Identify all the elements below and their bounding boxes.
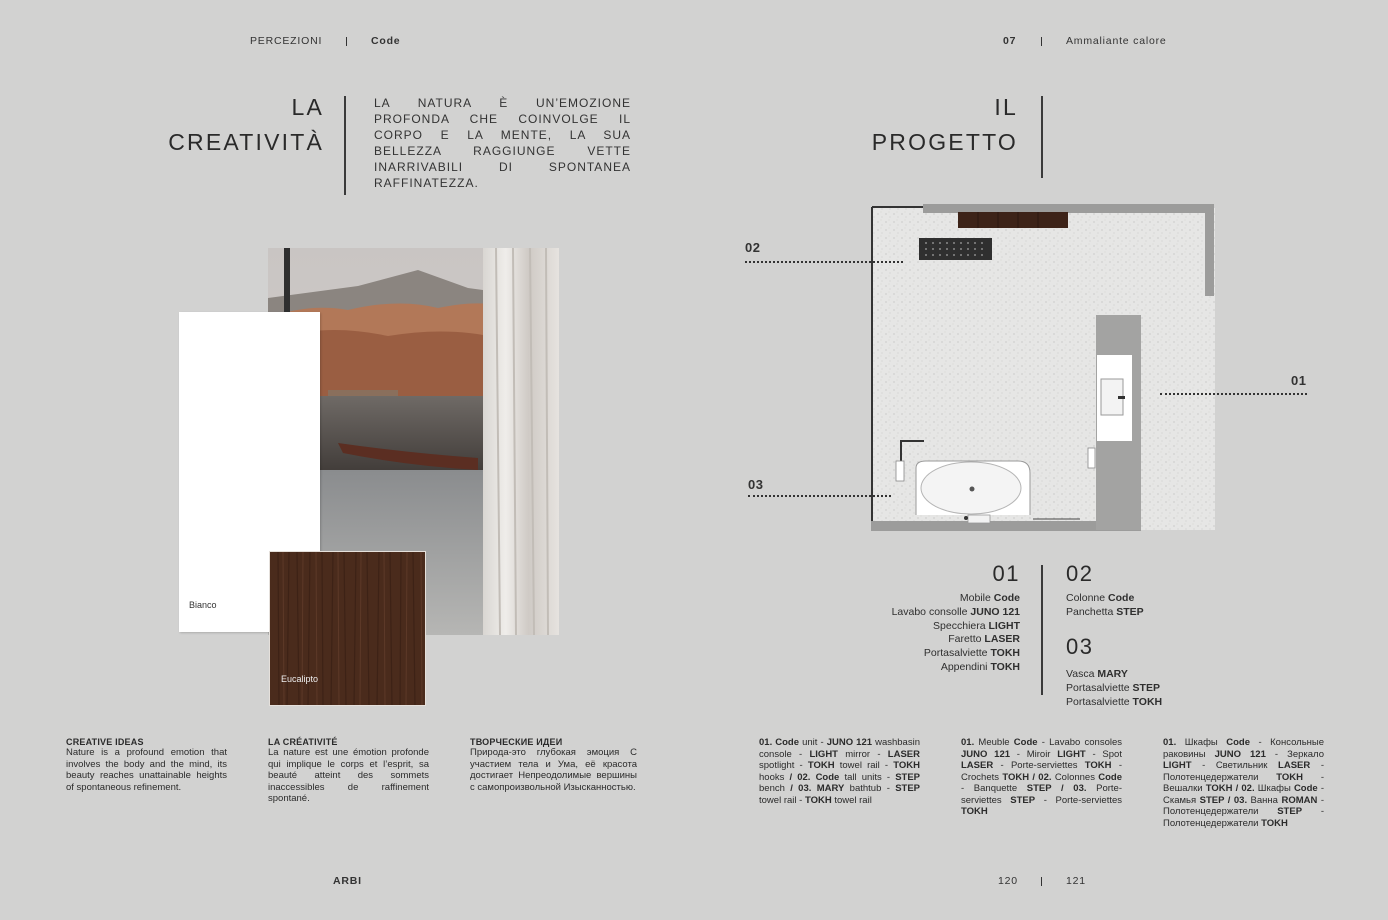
spec-item-label: Mobile: [959, 592, 994, 604]
spec-item-label: Panchetta: [1066, 605, 1117, 618]
right-title-line1: IL: [994, 94, 1018, 120]
spec-item: [892, 620, 1020, 634]
spec-item: [1066, 606, 1144, 620]
spec-02-number: 02: [1066, 561, 1094, 586]
spec-item-label: Portasalviette: [1066, 681, 1133, 694]
description-text: bathtub -: [844, 783, 896, 794]
left-title: [168, 90, 324, 160]
spec-item-product: TOKH: [990, 660, 1020, 673]
description-french: [961, 737, 1122, 818]
description-text: towel rail -: [759, 794, 805, 806]
column-french: [268, 737, 429, 805]
floor-plan: [868, 203, 1220, 536]
swatch-eucalipto-label: Eucalipto: [281, 674, 319, 684]
right-title-line2: PROGETTO: [871, 129, 1018, 155]
spec-item-label: Appendini: [940, 660, 991, 673]
description-text: - Скамья: [1163, 783, 1325, 806]
spec-item: [1066, 592, 1144, 606]
product-name: LASER: [887, 748, 920, 760]
description-text: - Porte-serviettes: [1035, 794, 1123, 806]
description-text: Шкафы: [1176, 737, 1227, 748]
product-name: Code: [1013, 737, 1038, 748]
plan-leader-01: [1160, 393, 1307, 395]
description-text: towel rail: [831, 794, 872, 806]
product-name: STEP / 03.: [1199, 794, 1248, 806]
product-name: STEP: [895, 771, 921, 783]
product-name: ROMAN: [1281, 794, 1318, 806]
column-english-text: Nature is a profound emotion that involves the body and the mind, its beauty reaches unattainable heights of spontaneous refinement.: [66, 747, 227, 793]
footer-page-left: 120: [998, 875, 1018, 887]
spec-item-product: LIGHT: [988, 619, 1020, 632]
description-russian: [1163, 737, 1324, 829]
product-name: STEP: [895, 783, 920, 794]
plan-label-03: 03: [748, 477, 764, 492]
swatch-eucalipto: [269, 551, 426, 706]
product-name: 01.: [961, 737, 975, 748]
product-name: LIGHT: [809, 748, 838, 760]
product-name: 01.: [1163, 737, 1177, 748]
spec-item-product: LASER: [984, 633, 1020, 646]
column-english-title: CREATIVE IDEAS: [66, 737, 144, 747]
spec-01-number: 01: [992, 561, 1020, 586]
column-french-text: La nature est une émotion profonde qui implique le corps et l’esprit, sa beauté atteint des sommets inaccessibles de raffinement spontané.: [268, 747, 429, 804]
product-name: Code: [1226, 737, 1250, 748]
description-text: unit -: [799, 737, 827, 748]
description-text: bench: [759, 783, 791, 794]
product-name: / 03. MARY: [790, 783, 845, 794]
description-text: Ванна: [1247, 794, 1282, 806]
product-name: TOKH: [961, 806, 988, 817]
product-name: LIGHT: [1163, 760, 1192, 771]
product-name: JUNO 121: [961, 748, 1011, 760]
spec-item-product: STEP: [1132, 681, 1160, 694]
product-name: TOKH: [804, 794, 832, 806]
description-text: Meuble: [974, 737, 1014, 748]
product-name: Code: [1098, 771, 1123, 783]
description-text: - Miroir: [1010, 748, 1058, 760]
description-text: - Консольные раковины: [1163, 737, 1324, 760]
column-russian-title: ТВОРЧЕСКИЕ ИДЕИ: [470, 737, 563, 747]
product-name: STEP: [1277, 806, 1303, 817]
product-name: TOKH: [1084, 760, 1112, 771]
description-text: hooks: [759, 771, 790, 783]
footer-brand: ARBI: [333, 875, 362, 887]
header-section: PERCEZIONI: [250, 35, 323, 47]
title-divider: [344, 96, 346, 195]
spec-item-product: STEP: [1116, 605, 1144, 618]
spec-item: [1066, 668, 1162, 682]
column-french-title: LA CRÉATIVITÉ: [268, 737, 338, 747]
description-text: - Светильник: [1191, 760, 1279, 771]
spec-item-product: TOKH: [990, 647, 1020, 660]
description-text: - Spot: [1085, 748, 1122, 760]
intro-text: LA NATURA È UN’EMOZIONE PROFONDA CHE COINVOLGE IL CORPO E LA MENTE, LA SUA BELLEZZA RAGGIUNGE VETTE INARRIVABILI DI SPONTANEA RAFFINATEZZA.: [374, 96, 631, 190]
product-name: TOKH: [893, 760, 920, 771]
description-text: spotlight -: [759, 760, 808, 771]
spec-02-list: [1066, 592, 1144, 620]
spec-01-list: [892, 592, 1020, 675]
product-name: JUNO 121: [1214, 748, 1266, 760]
product-name: JUNO 121: [826, 737, 873, 748]
plan-leader-03: [748, 495, 891, 497]
right-title: [872, 90, 1018, 160]
description-text: Colonnes: [1051, 771, 1099, 783]
spec-03-number: 03: [1066, 634, 1094, 659]
description-text: - Зеркало: [1265, 748, 1324, 760]
product-name: TOKH / 02.: [1002, 771, 1052, 783]
description-text: washbasin console -: [759, 737, 920, 760]
spec-item-label: Faretto: [948, 633, 985, 646]
spec-item-product: Code: [1108, 592, 1135, 604]
plan-leader-02: [745, 261, 903, 263]
spec-item: [892, 661, 1020, 675]
left-title-line1: LA: [291, 94, 324, 120]
plan-label-02: 02: [745, 240, 761, 255]
description-text: - Lavabo consoles: [1037, 737, 1122, 748]
column-english: [66, 737, 227, 793]
product-name: STEP / 03.: [1026, 783, 1087, 794]
spec-item-label: Portasalviette: [923, 647, 991, 660]
description-text: tall units -: [839, 771, 896, 783]
description-text: Porte-serviettes: [961, 783, 1122, 806]
spec-item: [892, 647, 1020, 661]
description-text: - Вешалки: [1163, 771, 1324, 794]
product-name: LIGHT: [1057, 748, 1086, 760]
spec-item-product: Code: [993, 592, 1020, 604]
description-text: - Полотенцедержатели: [1163, 760, 1324, 783]
product-name: TOKH / 02.: [1205, 783, 1255, 794]
spec-item-product: JUNO 121: [970, 605, 1020, 618]
product-name: LASER: [961, 760, 994, 771]
description-text: Шкафы: [1254, 783, 1294, 794]
footer-page-right: 121: [1066, 875, 1086, 887]
spec-item-product: MARY: [1097, 668, 1128, 680]
product-name: TOKH: [1276, 771, 1303, 783]
header-subtitle: Ammaliante calore: [1066, 35, 1167, 47]
column-russian-text: Природа-это глубокая эмоция С участием тела и Ума, её красота достигает Непреодолимые вершины с самопроизвольной Изысканностью.: [470, 747, 637, 793]
swatch-bianco-label: Bianco: [189, 600, 217, 610]
product-name: Code: [1293, 783, 1318, 794]
product-name: / 02. Code: [789, 771, 840, 783]
spec-item: [1066, 682, 1162, 696]
description-text: - Crochets: [961, 760, 1122, 783]
spec-divider: [1041, 565, 1043, 695]
description-text: - Полотенцедержатели: [1163, 806, 1324, 829]
left-title-line2: CREATIVITÀ: [168, 129, 324, 155]
spec-item-product: TOKH: [1132, 695, 1163, 708]
description-english: [759, 737, 920, 806]
spec-item-label: Specchiera: [933, 619, 989, 632]
product-name: TOKH: [807, 760, 835, 771]
description-text: mirror -: [837, 748, 888, 760]
description-text: towel rail -: [834, 760, 894, 771]
description-text: - Banquette: [961, 783, 1027, 794]
header-divider: [346, 37, 347, 46]
spec-item-label: Portasalviette: [1066, 695, 1133, 708]
spec-item: [892, 592, 1020, 606]
spec-03-list: [1066, 668, 1162, 709]
spec-item-label: Vasca: [1066, 668, 1098, 680]
spec-item-label: Colonne: [1066, 592, 1109, 604]
spec-item: [1066, 696, 1162, 710]
header-divider-right: [1041, 37, 1042, 46]
product-name: LASER: [1278, 760, 1311, 771]
product-name: STEP: [1010, 794, 1036, 806]
right-title-divider: [1041, 96, 1043, 178]
product-name: 01. Code: [759, 737, 800, 748]
description-text: - Porte-serviettes: [993, 760, 1085, 771]
spec-item: [892, 633, 1020, 647]
column-russian: [470, 737, 637, 793]
product-name: TOKH: [1261, 817, 1288, 829]
footer-divider: [1041, 877, 1042, 886]
description-text: - Полотенцедержатели: [1163, 794, 1324, 817]
spec-item: [892, 606, 1020, 620]
header-page-number: 07: [1003, 35, 1017, 47]
plan-label-01: 01: [1291, 373, 1307, 388]
header-collection: Code: [371, 35, 401, 47]
spec-item-label: Lavabo consolle: [891, 605, 971, 618]
